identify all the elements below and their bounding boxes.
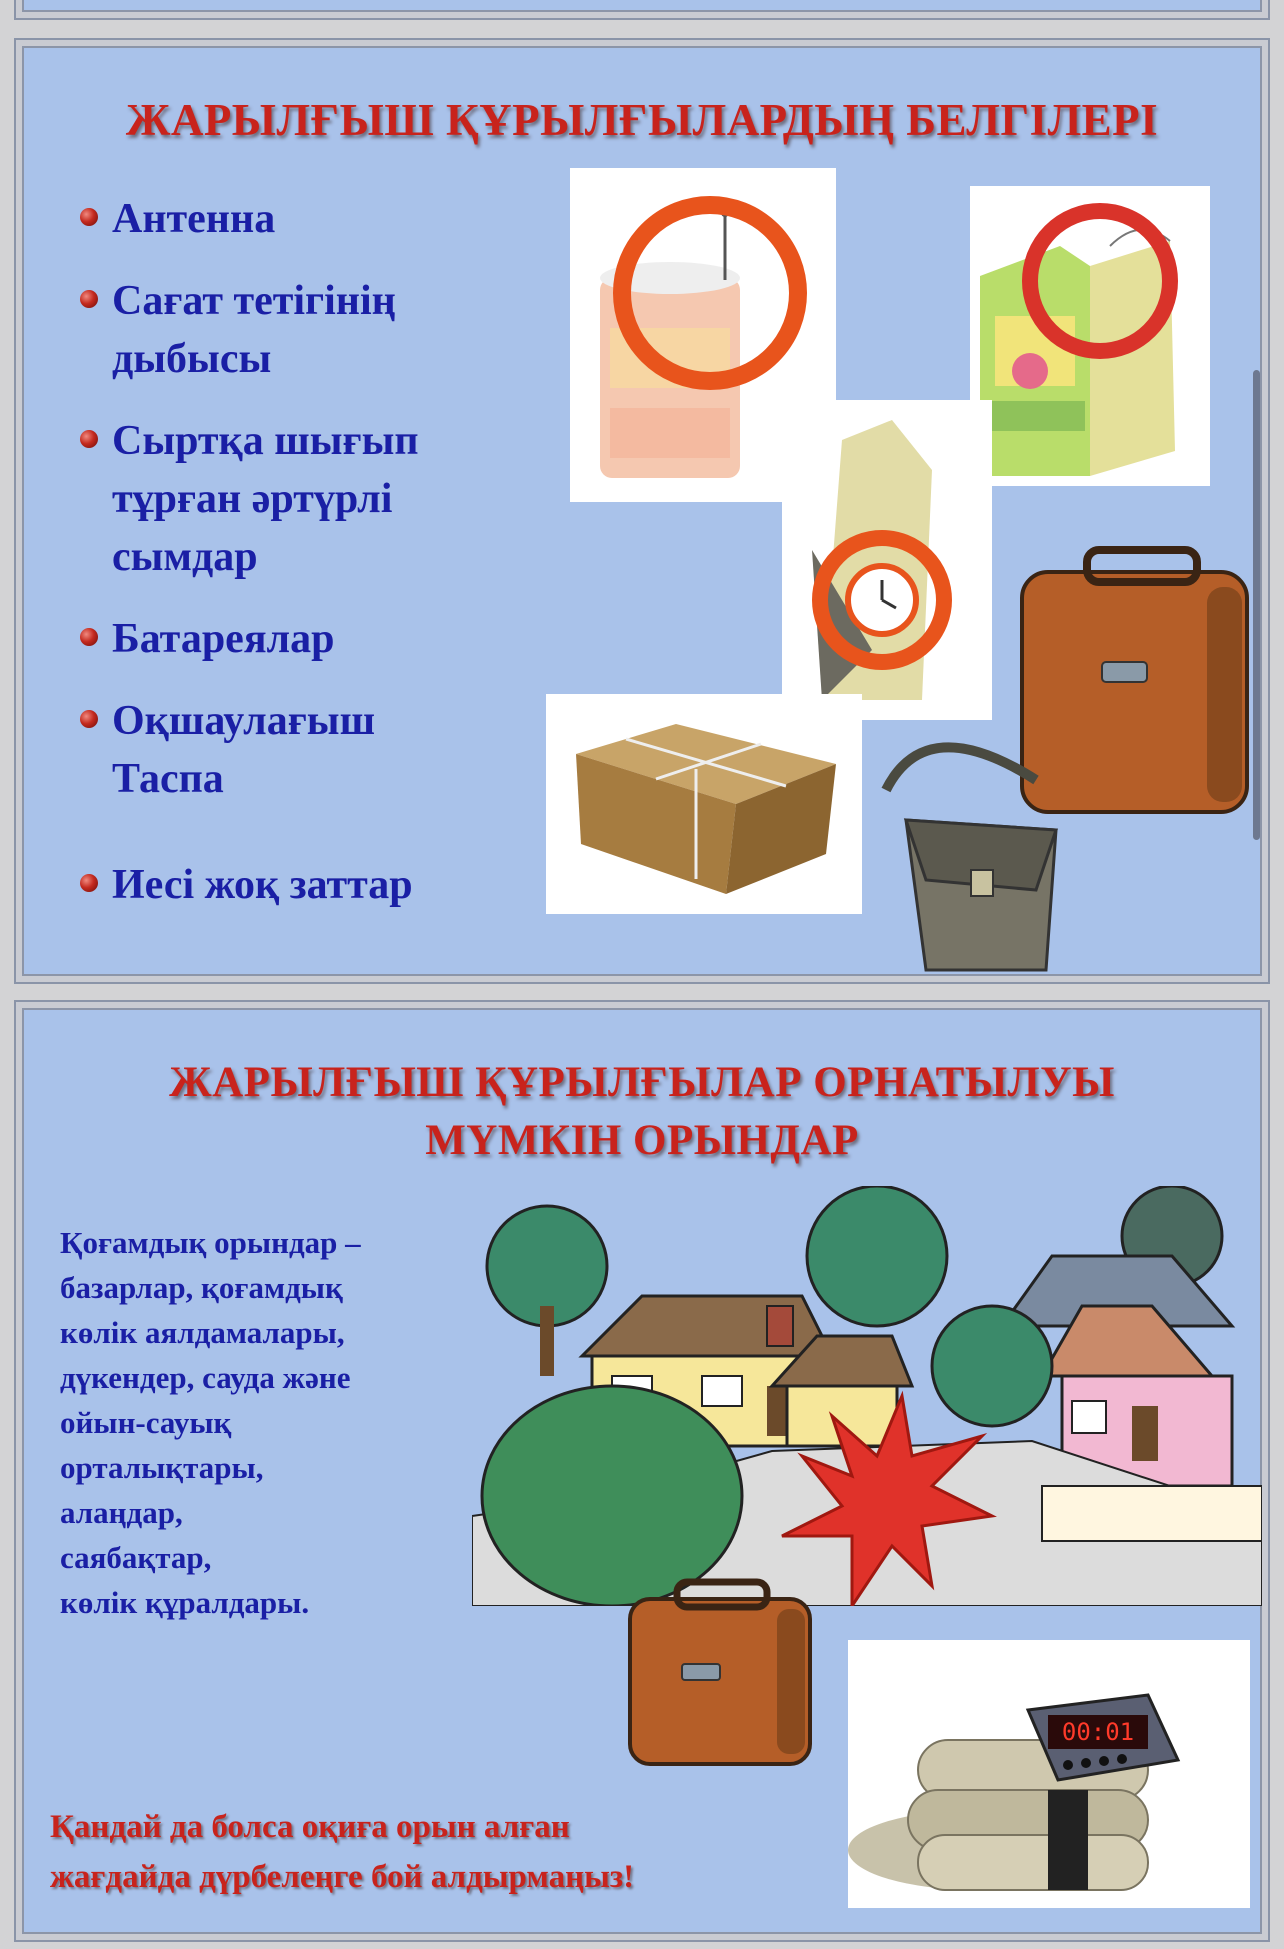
list-item [62, 856, 532, 914]
list-item [62, 190, 532, 248]
bullet-dot-icon [80, 710, 98, 728]
houses-explosion-image [472, 1186, 1262, 1606]
juice-box-icon [970, 186, 1210, 486]
list-item [62, 692, 532, 808]
list-item-text: Сыртқа шығып [112, 418, 419, 464]
list-item [62, 272, 532, 388]
suitcase-icon [622, 1574, 822, 1774]
list-item-text: Сағат тетігінің [112, 278, 396, 324]
list-item-text: Иесі жоқ заттар [112, 862, 413, 908]
clock-bag-image [782, 400, 992, 720]
shoulder-bag-image [866, 720, 1106, 980]
previous-slide-edge [14, 0, 1270, 20]
list-item-text: Антенна [112, 196, 276, 242]
signs-list [62, 190, 532, 914]
warning-text: Қандай да болса оқиға орын алған жағдайда дүрбелеңге бой алдырмаңыз! [50, 1809, 635, 1895]
slide-possible-locations[interactable] [14, 1000, 1270, 1942]
clock-bag-icon [782, 400, 992, 720]
list-item-text: дыбысы [112, 336, 272, 382]
houses-explosion-icon [472, 1186, 1262, 1606]
slide-signs-of-explosives[interactable] [14, 38, 1270, 984]
list-item [62, 610, 532, 668]
timer-bomb-image [848, 1640, 1250, 1908]
bullet-dot-icon [80, 628, 98, 646]
parcel-image [546, 694, 862, 914]
juice-box-image [970, 186, 1210, 486]
suitcase-image [622, 1574, 822, 1774]
slide-title-line: ЖАРЫЛҒЫШ ҚҰРЫЛҒЫЛАР ОРНАТЫЛУЫ [169, 1059, 1115, 1106]
list-item-text: Батареялар [112, 616, 335, 662]
bullet-dot-icon [80, 430, 98, 448]
list-item-text: Оқшаулағыш [112, 698, 376, 744]
list-item-text: тұрған әртүрлі [112, 476, 393, 522]
slide-title-line: МҮМКІН ОРЫНДАР [425, 1117, 859, 1164]
bullet-dot-icon [80, 290, 98, 308]
slide-title: ЖАРЫЛҒЫШ ҚҰРЫЛҒЫЛАРДЫҢ БЕЛГІЛЕРІ [125, 95, 1159, 145]
bullet-dot-icon [80, 874, 98, 892]
timer-bomb-icon [848, 1640, 1250, 1908]
list-item-text: Таспа [112, 756, 224, 802]
shoulder-bag-icon [866, 720, 1106, 980]
bullet-dot-icon [80, 208, 98, 226]
parcel-icon [546, 694, 862, 914]
list-item-text: сымдар [112, 534, 258, 580]
list-item [62, 412, 532, 586]
timer-display: 00:01 [1061, 1718, 1135, 1746]
public-places-paragraph: Қоғамдық орындар – базарлар, қоғамдық көлік аялдамалары, дүкендер, сауда және ойын-сауық орталықтары, алаңдар, саябақтар, көлік құралдары. [60, 1225, 361, 1620]
vertical-scrollbar[interactable] [1253, 370, 1260, 840]
slide-title [16, 1054, 1268, 1170]
